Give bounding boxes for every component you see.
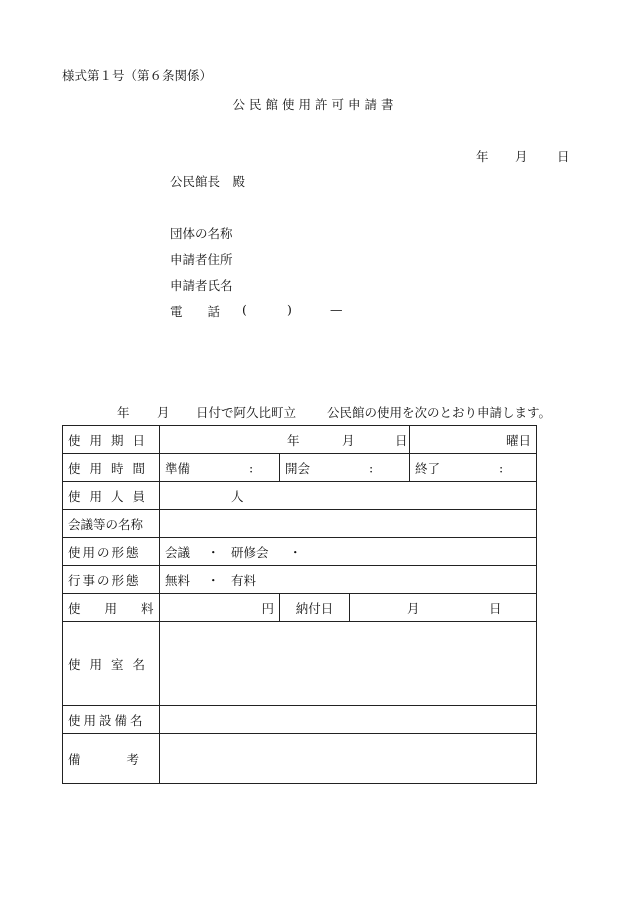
intro-month-label: 月 <box>157 405 170 420</box>
usage-weekday-field[interactable] <box>410 426 537 454</box>
end-label: 終了 <box>415 460 441 476</box>
end-colon: : <box>499 460 504 475</box>
addressee: 公民館長 殿 <box>170 174 246 189</box>
row-people <box>63 482 537 510</box>
usage-form-separator: ・ <box>289 544 302 560</box>
event-form-option-free[interactable]: 無料 <box>165 572 191 588</box>
usage-form-option-meeting[interactable]: 会議 <box>165 544 191 560</box>
people-label: 使用人員 <box>63 482 160 510</box>
usage-form-separator: ・ <box>207 544 220 560</box>
usage-date-month: 月 <box>342 432 355 448</box>
open-colon: : <box>369 460 374 475</box>
equipment-field[interactable] <box>160 706 537 734</box>
document-title: 公民館使用許可申請書 <box>232 97 398 112</box>
row-remarks <box>63 734 537 784</box>
phone-label: 電 話 <box>170 304 221 319</box>
usage-form-option-training[interactable]: 研修会 <box>231 544 269 560</box>
usage-date-year: 年 <box>287 432 300 448</box>
prep-label: 準備 <box>165 460 191 476</box>
phone-dash: — <box>330 302 343 317</box>
event-form-label: 行事の形態 <box>63 566 160 594</box>
event-form-option-paid[interactable]: 有料 <box>231 572 257 588</box>
room-name-field[interactable] <box>160 622 537 706</box>
group-name-label: 団体の名称 <box>170 226 233 241</box>
equipment-label: 使用設備名 <box>63 706 160 734</box>
application-table <box>62 425 537 784</box>
usage-date-field[interactable] <box>160 426 410 454</box>
date-month-label: 月 <box>515 149 528 164</box>
date-year-label: 年 <box>476 149 489 164</box>
intro-dated-text: 日付で阿久比町立 <box>196 405 297 420</box>
payment-date-label: 納付日 <box>280 594 350 622</box>
people-unit: 人 <box>231 488 244 504</box>
meeting-name-field[interactable] <box>160 510 537 538</box>
intro-year-label: 年 <box>117 405 130 420</box>
usage-form-field[interactable] <box>160 538 537 566</box>
usage-date-label: 使用期日 <box>63 426 160 454</box>
phone-paren-open: ( <box>242 302 247 317</box>
row-usage-time <box>63 454 537 482</box>
row-room-name <box>63 622 537 706</box>
applicant-address-label: 申請者住所 <box>170 252 233 267</box>
open-label: 開会 <box>285 460 311 476</box>
event-form-field[interactable] <box>160 566 537 594</box>
room-name-label: 使用室名 <box>63 622 160 706</box>
fee-unit: 円 <box>261 600 274 616</box>
date-day-label: 日 <box>557 149 570 164</box>
row-equipment <box>63 706 537 734</box>
payment-date-field[interactable] <box>350 594 537 622</box>
end-time-field[interactable] <box>410 454 537 482</box>
form-number-label: 様式第１号（第６条関係） <box>62 68 213 83</box>
prep-time-field[interactable] <box>160 454 280 482</box>
phone-paren-close: ) <box>287 302 292 317</box>
row-fee <box>63 594 537 622</box>
open-time-field[interactable] <box>280 454 410 482</box>
people-field[interactable] <box>160 482 537 510</box>
usage-time-label: 使用時間 <box>63 454 160 482</box>
intro-request-text: 公民館の使用を次のとおり申請します。 <box>327 405 552 420</box>
fee-label: 使用料 <box>63 594 160 622</box>
usage-form-label: 使用の形態 <box>63 538 160 566</box>
row-usage-form <box>63 538 537 566</box>
meeting-name-label: 会議等の名称 <box>63 510 160 538</box>
remarks-field[interactable] <box>160 734 537 784</box>
row-meeting-name <box>63 510 537 538</box>
remarks-label: 備考 <box>63 734 160 784</box>
row-usage-date <box>63 426 537 454</box>
row-event-form <box>63 566 537 594</box>
prep-colon: : <box>249 460 254 475</box>
applicant-name-label: 申請者氏名 <box>170 278 233 293</box>
event-form-separator: ・ <box>207 572 220 588</box>
payment-day: 日 <box>489 600 502 616</box>
payment-month: 月 <box>407 600 420 616</box>
usage-date-day: 日 <box>395 432 408 448</box>
usage-weekday-label: 曜日 <box>506 432 532 448</box>
